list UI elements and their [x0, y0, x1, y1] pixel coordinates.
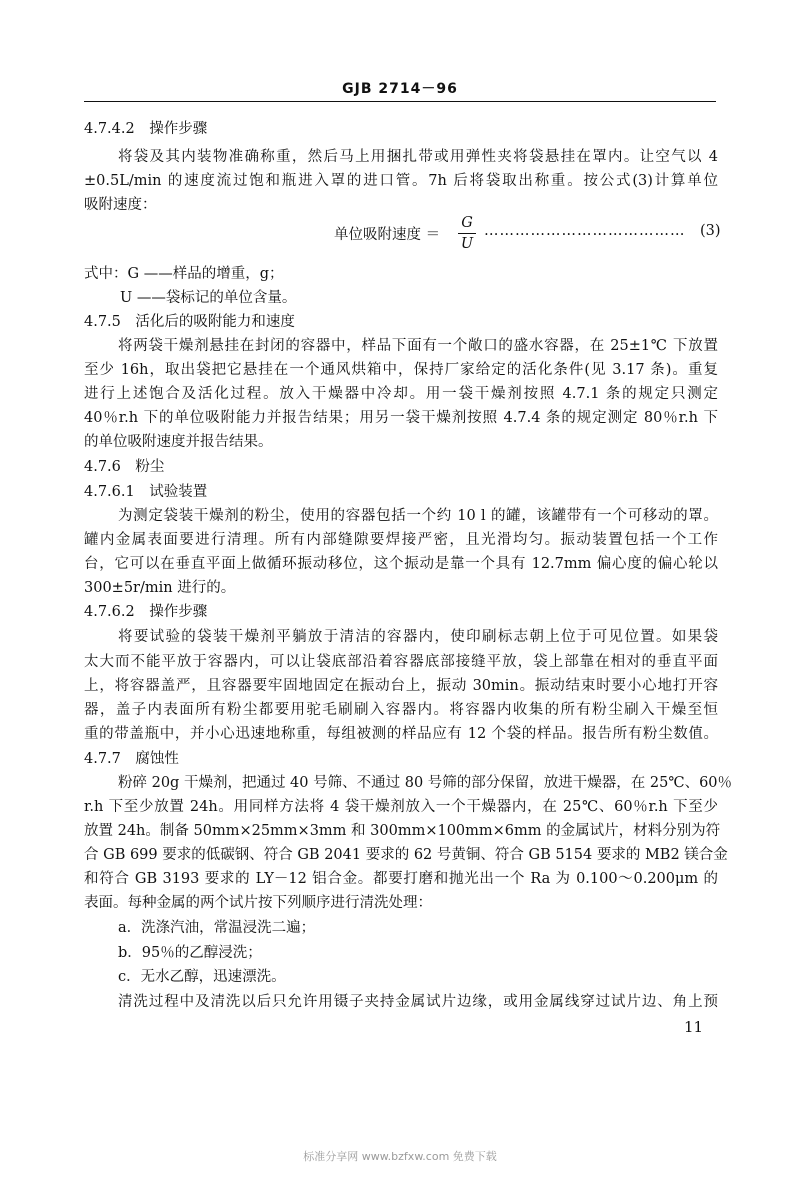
- formula-fraction: [458, 214, 476, 253]
- formula-numerator: G: [461, 215, 473, 231]
- paragraph-line: 300±5r/min 进行的。: [84, 580, 236, 596]
- paragraph-line: 重的带盖瓶中，并小心迅速地称重，每组被测的样品应有 12 个袋的样品。报告所有粉尘数值。: [84, 726, 718, 742]
- paragraph-line: 至少 16h，取出袋把它悬挂在一个通风烘箱中，保持厂家给定的活化条件(见 3.17 条)。重复: [84, 362, 718, 378]
- paragraph-line: 的单位吸附速度并报告结果。: [84, 434, 273, 450]
- paragraph-line: 将要试验的袋装干燥剂平躺放于清洁的容器内，使印刷标志朝上位于可见位置。如果袋: [118, 629, 718, 645]
- formula-number: (3): [700, 223, 721, 239]
- paragraph-line: 为测定袋装干燥剂的粉尘，使用的容器包括一个约 10 l 的罐，该罐带有一个可移动的罩。: [118, 508, 718, 524]
- section-heading-4-7-4-2: 4.7.4.2 操作步骤: [84, 121, 208, 137]
- paragraph-line: 放置 24h。制备 50mm×25mm×3mm 和 300mm×100mm×6mm 的金属试片，材料分别为符: [84, 823, 721, 839]
- paragraph-line: 台，它可以在垂直平面上做循环振动移位，这个振动是靠一个具有 12.7mm 偏心度的偏心轮以: [84, 556, 718, 572]
- paragraph-line: ±0.5L/min 的速度流过饱和瓶进入罩的进口管。7h 后将袋取出称重。按公式(3)计算单位: [84, 173, 718, 189]
- list-item-a: a．洗涤汽油，常温浸洗二遍；: [118, 920, 316, 936]
- formula-3: [334, 214, 734, 254]
- fraction-bar: [458, 233, 476, 234]
- list-item-c: c．无水乙醇，迅速漂洗。: [118, 969, 286, 985]
- section-heading-4-7-7: 4.7.7 腐蚀性: [84, 751, 179, 767]
- paragraph-line: 和符合 GB 3193 要求的 LY－12 铝合金。都要打磨和抛光出一个 Ra 为 0.100～0.200μm 的: [84, 871, 718, 887]
- paragraph-line: 吸附速度：: [84, 197, 157, 213]
- formula-denominator: U: [460, 236, 474, 252]
- paragraph-line: 将袋及其内装物准确称重，然后马上用捆扎带或用弹性夹将袋悬挂在罩内。让空气以 4: [118, 149, 718, 165]
- paragraph-line: 粉碎 20g 干燥剂，把通过 40 号筛、不通过 80 号筛的部分保留，放进干燥器，在 25℃、60％: [118, 775, 733, 791]
- formula-variable-g: 式中：G ——样品的增重，g；: [84, 266, 284, 282]
- page-number: 11: [684, 1018, 704, 1036]
- watermark-footer: 标准分享网 www.bzfxw.com 免费下载: [303, 1150, 497, 1163]
- paragraph-line: 40％r.h 下的单位吸附能力并报告结果；用另一袋干燥剂按照 4.7.4 条的规定测定 80％r.h 下: [84, 410, 718, 426]
- paragraph-line: 上，将容器盖严，且容器要牢固地固定在振动台上，振动 30min。振动结束时要小心地打开容: [84, 678, 718, 694]
- paragraph-line: r.h 下至少放置 24h。用同样方法将 4 袋干燥剂放入一个干燥器内，在 25℃、60％r.h 下至少: [84, 799, 718, 815]
- header-rule: [84, 101, 716, 102]
- paragraph-line: 清洗过程中及清洗以后只允许用镊子夹持金属试片边缘，或用金属线穿过试片边、角上预: [118, 994, 718, 1010]
- paragraph-line: 表面。每种金属的两个试片按下列顺序进行清洗处理：: [84, 895, 432, 911]
- paragraph-line: 将两袋干燥剂悬挂在封闭的容器中，样品下面有一个敞口的盛水容器，在 25±1℃ 下放置: [118, 338, 718, 354]
- paragraph-line: 太大而不能平放于容器内，可以让袋底部沿着容器底部接缝平放，袋上部靠在相对的垂直平面: [84, 654, 718, 670]
- paragraph-line: 合 GB 699 要求的低碳钢、符合 GB 2041 要求的 62 号黄铜、符合 GB 5154 要求的 MB2 镁合金: [84, 847, 728, 863]
- section-heading-4-7-6-2: 4.7.6.2 操作步骤: [84, 604, 208, 620]
- formula-leader-dots: …………………………………: [484, 223, 686, 239]
- paragraph-line: 罐内金属表面要进行清理。所有内部缝隙要焊接严密，且光滑均匀。振动装置包括一个工作: [84, 532, 718, 548]
- section-heading-4-7-6: 4.7.6 粉尘: [84, 459, 165, 475]
- formula-label: 单位吸附速度 ＝: [334, 227, 441, 243]
- section-heading-4-7-5: 4.7.5 活化后的吸附能力和速度: [84, 314, 295, 330]
- formula-variable-u: U ——袋标记的单位含量。: [120, 290, 297, 306]
- paragraph-line: 进行上述饱合及活化过程。放入干燥器中冷却。用一袋干燥剂按照 4.7.1 条的规定只测定: [84, 386, 718, 402]
- paragraph-line: 器，盖子内表面所有粉尘都要用驼毛刷刷入容器内。将容器内收集的所有粉尘刷入干燥至恒: [84, 702, 718, 718]
- document-header: GJB 2714－96: [342, 81, 458, 97]
- list-item-b: b．95％的乙醇浸洗；: [118, 945, 262, 961]
- section-heading-4-7-6-1: 4.7.6.1 试验装置: [84, 484, 208, 500]
